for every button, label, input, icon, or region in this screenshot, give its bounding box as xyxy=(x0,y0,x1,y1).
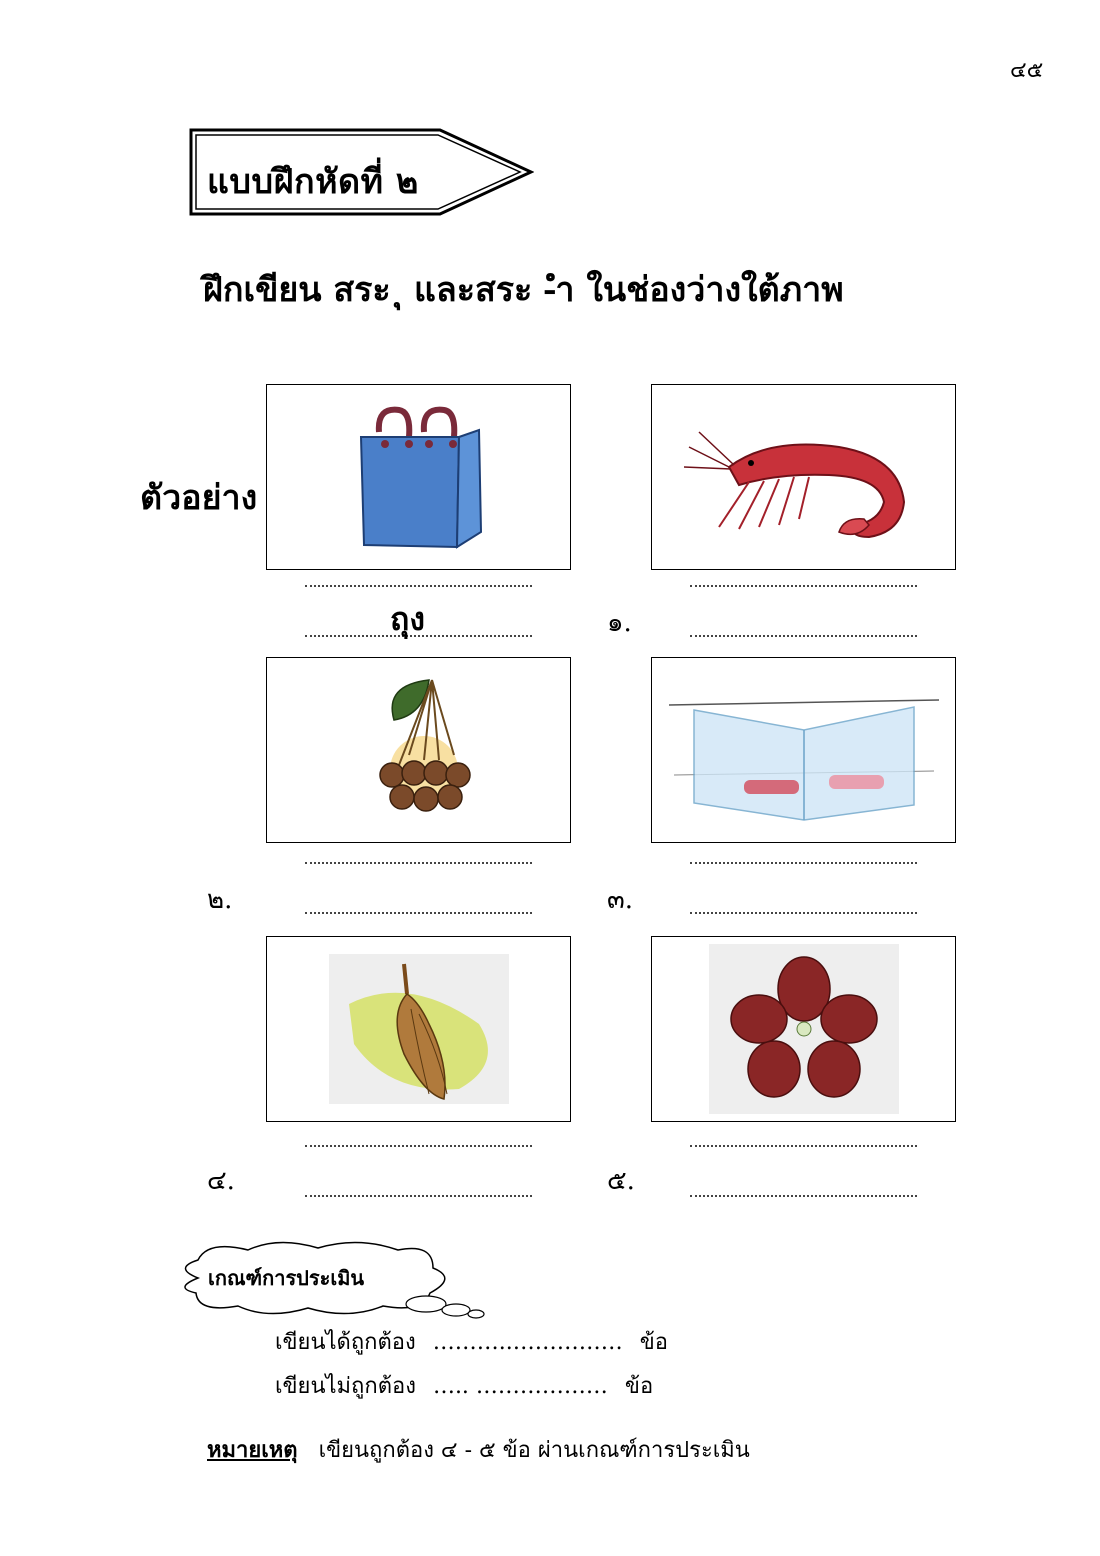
picture-box-example xyxy=(266,384,571,570)
flower-icon xyxy=(709,944,899,1114)
shopping-bag-icon xyxy=(339,402,499,552)
dotted-line xyxy=(690,585,917,587)
dotted-line xyxy=(690,862,917,864)
exercise-title: แบบฝึกหัดที่ ๒ xyxy=(207,162,419,202)
item-number-2: ๒. xyxy=(207,885,233,915)
note-label: หมายเหตุ xyxy=(207,1437,298,1463)
longan-icon xyxy=(354,675,484,825)
picture-box-1 xyxy=(651,384,956,570)
criteria-correct-row xyxy=(275,1324,668,1359)
dotted-line xyxy=(305,585,532,587)
note-text: เขียนถูกต้อง ๔ - ๕ ข้อ ผ่านเกณฑ์การประเมิน xyxy=(318,1438,750,1463)
picture-box-3 xyxy=(651,657,956,843)
item-number-3: ๓. xyxy=(607,885,634,915)
dotted-line xyxy=(305,862,532,864)
criteria-incorrect-label: เขียนไม่ถูกต้อง xyxy=(275,1374,416,1399)
item-number-5: ๕. xyxy=(607,1166,635,1196)
item-number-4: ๔. xyxy=(207,1166,235,1196)
picture-box-4 xyxy=(266,936,571,1122)
criteria-incorrect-blank: ….. ……………… xyxy=(432,1374,608,1399)
criteria-incorrect-row xyxy=(275,1368,653,1403)
example-answer: ถุง xyxy=(390,600,425,638)
mosquito-net-icon xyxy=(664,675,944,825)
item-number-1: ๑. xyxy=(607,608,632,638)
criteria-title: เกณฑ์การประเมิน xyxy=(208,1266,365,1290)
dotted-line xyxy=(690,635,917,637)
dotted-line xyxy=(305,1145,532,1147)
picture-box-5 xyxy=(651,936,956,1122)
dotted-line xyxy=(305,1195,532,1197)
dotted-line xyxy=(690,1195,917,1197)
tamarind-icon xyxy=(329,954,509,1104)
picture-box-2 xyxy=(266,657,571,843)
criteria-incorrect-unit: ข้อ xyxy=(624,1374,654,1399)
page-number: ๔๕ xyxy=(1010,58,1044,83)
shrimp-icon xyxy=(679,407,929,547)
dotted-line xyxy=(690,1145,917,1147)
note xyxy=(207,1432,750,1467)
example-label: ตัวอย่าง xyxy=(140,478,258,518)
dotted-line xyxy=(305,912,532,914)
dotted-line xyxy=(690,912,917,914)
criteria-correct-blank: ………..…………… xyxy=(432,1330,623,1355)
instruction-heading: ฝึกเขียน สระ ุ และสระ -ำ ในช่องว่างใต้ภาพ xyxy=(203,270,844,310)
criteria-correct-unit: ข้อ xyxy=(639,1330,668,1355)
criteria-correct-label: เขียนได้ถูกต้อง xyxy=(275,1330,416,1355)
